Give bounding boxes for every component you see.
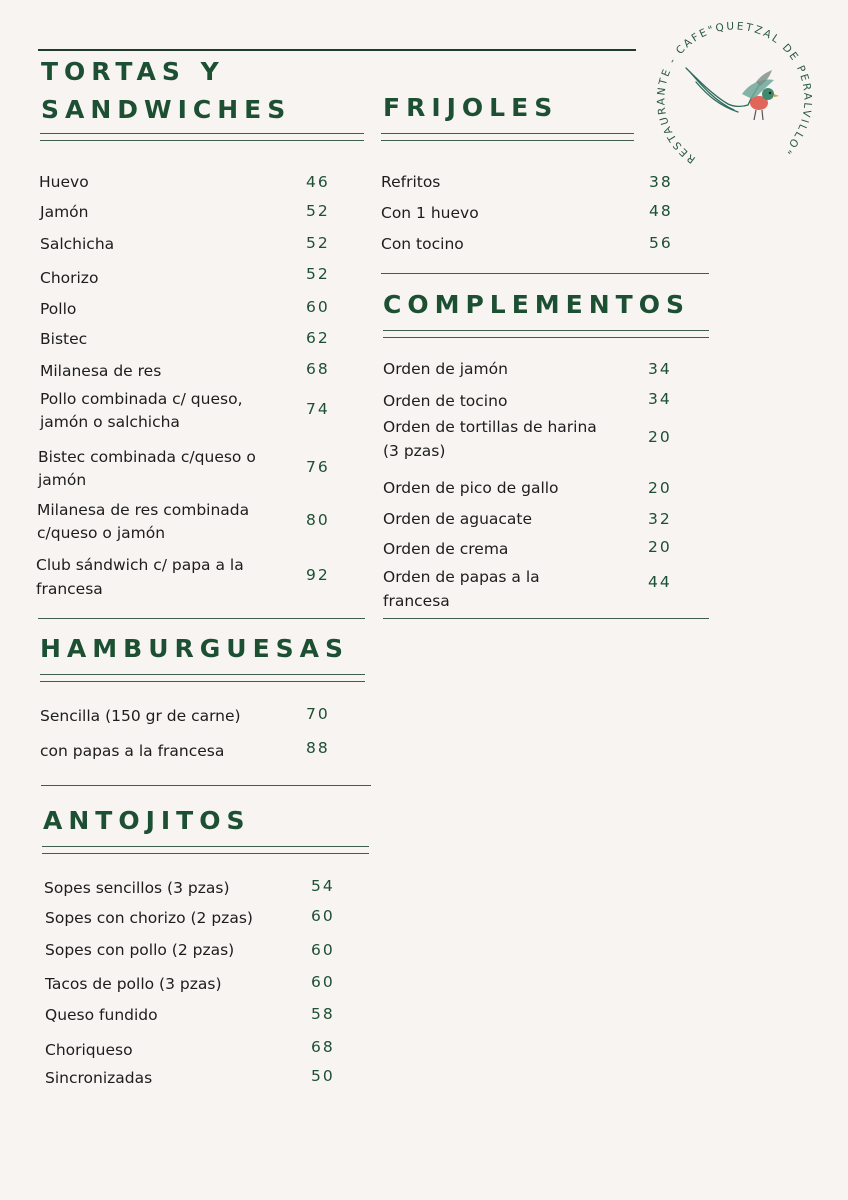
frijoles-title: FRIJOLES (383, 93, 559, 122)
top-rule (38, 49, 636, 51)
item-price: 60 (311, 907, 335, 925)
list-item: Sopes con chorizo (2 pzas) (45, 909, 253, 927)
item-price: 44 (648, 573, 672, 591)
list-item: Orden de jamón (383, 360, 508, 378)
hamburguesas-rule-2 (40, 681, 365, 682)
quetzal-logo (656, 10, 822, 176)
list-item-line2: jamón (38, 471, 87, 489)
list-item-line2: jamón o salchicha (40, 413, 180, 431)
item-price: 56 (649, 234, 673, 252)
list-item: Milanesa de res (40, 362, 162, 380)
item-price: 60 (311, 973, 335, 991)
list-item: Sincronizadas (45, 1069, 153, 1087)
complementos-rule-2 (383, 337, 709, 338)
item-price: 74 (306, 400, 330, 418)
tortas-bottom-rule (38, 618, 365, 619)
logo-arc-text: RESTAURANTE - CAFE"QUETZAL DE PERALVILLO" (656, 20, 814, 166)
item-price: 54 (311, 877, 335, 895)
hamburguesas-title: HAMBURGUESAS (40, 634, 350, 663)
complementos-rule-1 (383, 330, 709, 331)
item-price: 76 (306, 458, 330, 476)
item-price: 20 (648, 428, 672, 446)
item-price: 80 (306, 511, 330, 529)
tortas-title-line1: TORTAS Y (41, 57, 225, 86)
list-item: Club sándwich c/ papa a la (36, 556, 244, 574)
item-price: 52 (306, 234, 330, 252)
tortas-title-line2: SANDWICHES (41, 95, 292, 124)
item-price: 58 (311, 1005, 335, 1023)
list-item-line2: c/queso o jamón (37, 524, 166, 542)
list-item: Sopes sencillos (3 pzas) (44, 879, 230, 897)
tortas-rule-2 (40, 140, 364, 141)
list-item: Con tocino (381, 235, 464, 253)
complementos-title: COMPLEMENTOS (383, 290, 690, 319)
list-item: Orden de aguacate (383, 510, 533, 528)
quetzal-bird-icon (656, 10, 822, 176)
list-item: Choriqueso (45, 1041, 133, 1059)
list-item: Bistec (40, 330, 88, 348)
list-item-line2: francesa (36, 580, 103, 598)
item-price: 38 (649, 173, 673, 191)
item-price: 68 (306, 360, 330, 378)
list-item: Orden de tocino (383, 392, 508, 410)
list-item: Orden de crema (383, 540, 509, 558)
list-item: Jamón (40, 203, 89, 221)
list-item: Orden de papas a la (383, 568, 540, 586)
item-price: 70 (306, 705, 330, 723)
list-item: Milanesa de res combinada (37, 501, 250, 519)
item-price: 62 (306, 329, 330, 347)
list-item: Pollo (40, 300, 77, 318)
item-price: 32 (648, 510, 672, 528)
antojitos-rule-2 (42, 853, 369, 854)
antojitos-rule-1 (42, 846, 369, 847)
list-item: Chorizo (40, 269, 99, 287)
list-item: Salchicha (40, 235, 115, 253)
item-price: 20 (648, 538, 672, 556)
item-price: 34 (648, 360, 672, 378)
list-item: Sencilla (150 gr de carne) (40, 707, 241, 725)
item-price: 52 (306, 265, 330, 283)
list-item: Tacos de pollo (3 pzas) (45, 975, 222, 993)
antojitos-title: ANTOJITOS (43, 806, 251, 835)
frijoles-rule-2 (381, 140, 634, 141)
item-price: 60 (311, 941, 335, 959)
list-item: Pollo combinada c/ queso, (40, 390, 243, 408)
item-price: 48 (649, 202, 673, 220)
list-item-line2: francesa (383, 592, 450, 610)
frijoles-rule-1 (381, 133, 634, 134)
list-item: con papas a la francesa (40, 742, 225, 760)
item-price: 88 (306, 739, 330, 757)
item-price: 34 (648, 390, 672, 408)
item-price: 60 (306, 298, 330, 316)
item-price: 46 (306, 173, 330, 191)
complementos-bottom-rule (383, 618, 709, 619)
list-item: Refritos (381, 173, 441, 191)
list-item: Con 1 huevo (381, 204, 479, 222)
hamburguesas-rule-1 (40, 674, 365, 675)
list-item: Bistec combinada c/queso o (38, 448, 256, 466)
item-price: 52 (306, 202, 330, 220)
item-price: 50 (311, 1067, 335, 1085)
hamburguesas-bottom-rule (41, 785, 371, 786)
list-item: Orden de pico de gallo (383, 479, 559, 497)
list-item: Huevo (39, 173, 89, 191)
item-price: 92 (306, 566, 330, 584)
svg-text:RESTAURANTE - CAFE"QUETZAL DE (656, 20, 814, 165)
item-price: 20 (648, 479, 672, 497)
list-item-line2: (3 pzas) (383, 442, 446, 460)
list-item: Orden de tortillas de harina (383, 418, 597, 436)
list-item: Queso fundido (45, 1006, 158, 1024)
item-price: 68 (311, 1038, 335, 1056)
frijoles-bottom-rule (381, 273, 709, 274)
list-item: Sopes con pollo (2 pzas) (45, 941, 235, 959)
tortas-rule-1 (40, 133, 364, 134)
